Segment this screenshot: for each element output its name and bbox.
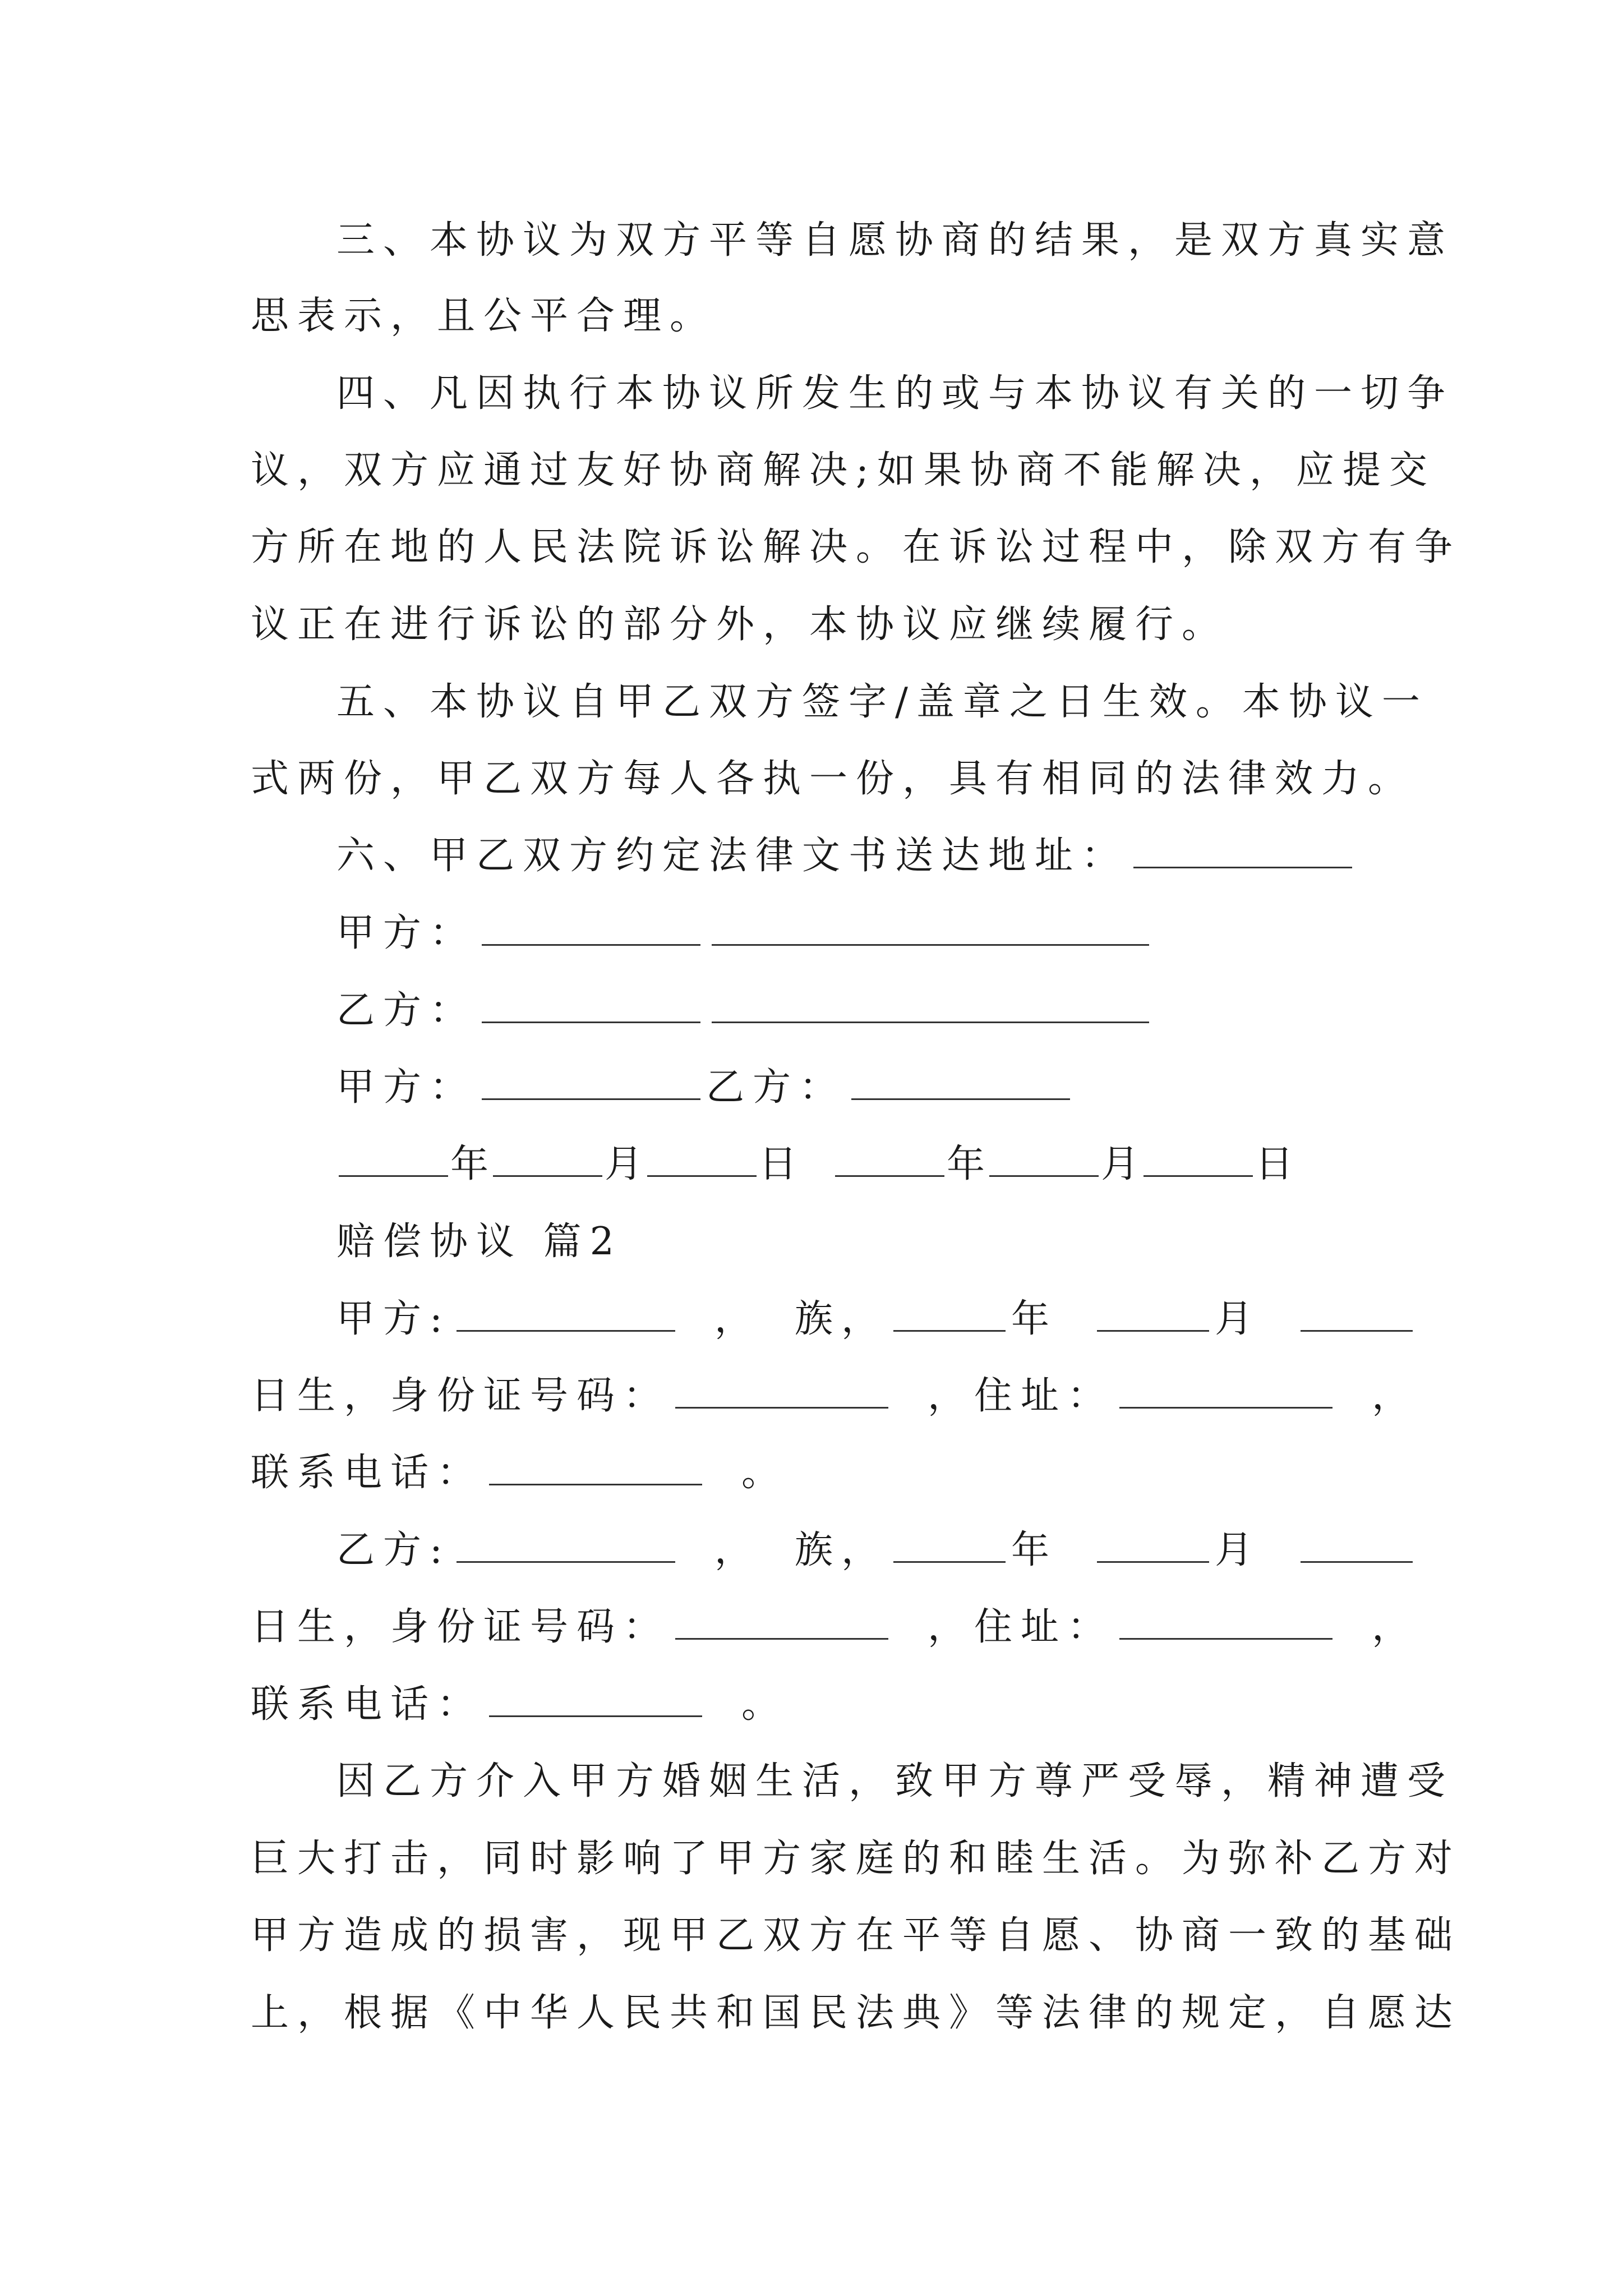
address-blank[interactable] — [1133, 838, 1352, 868]
party-a-phone-field[interactable] — [489, 1455, 702, 1485]
clause-4-line-3: 方所在地的人民法院诉讼解决。在诉讼过程中，除双方有争 — [251, 525, 1461, 569]
party-b-month-field[interactable] — [1097, 1532, 1209, 1563]
party-b-info-line-2 — [251, 1605, 1419, 1649]
clause-4-line-4: 议正在进行诉讼的部分外，本协议应继续履行。 — [251, 602, 1229, 647]
party-a-address-line — [336, 911, 1155, 955]
party-a-signature-blank[interactable] — [482, 1069, 700, 1100]
clause-6-line — [336, 834, 1358, 878]
clause-6-text: 六、甲乙双方约定法律文书送达地址： — [336, 834, 1128, 878]
party-b-info-line-1 — [336, 1528, 1418, 1572]
party-b-signature-blank[interactable] — [851, 1069, 1070, 1100]
party-a-info-line-2 — [251, 1374, 1419, 1418]
comma: ， — [1372, 1374, 1419, 1418]
party-b-name-field[interactable] — [457, 1532, 675, 1563]
party-b-label: 乙方： — [336, 988, 477, 1033]
phone-label: 联系电话： — [251, 1451, 484, 1495]
year-label: 年 — [1011, 1528, 1058, 1572]
comma: ， — [714, 1297, 761, 1341]
clause-3-line-2: 思表示，且公平合理。 — [251, 294, 717, 338]
month-label: 月 — [1214, 1297, 1261, 1341]
party-a-month-field[interactable] — [1097, 1301, 1209, 1332]
address-label: ，住址： — [928, 1374, 1114, 1418]
comma: ， — [1372, 1605, 1419, 1649]
clause-5-line-1: 五、本协议自甲乙双方签字/盖章之日生效。本协议一 — [336, 680, 1428, 724]
party-b-id-field[interactable] — [675, 1609, 888, 1640]
signature-line — [336, 1065, 1076, 1110]
comma: ， — [714, 1528, 761, 1572]
sign-party-b-label: 乙方： — [706, 1065, 846, 1110]
party-a-name-blank[interactable] — [482, 915, 700, 946]
party-a-info-label: 甲方: — [336, 1297, 451, 1341]
party-a-address-field[interactable] — [1119, 1378, 1332, 1409]
month-blank-a[interactable] — [493, 1146, 602, 1177]
clause-4-line-1: 四、凡因执行本协议所发生的或与本协议有关的一切争 — [336, 371, 1454, 416]
day-label-b: 日 — [1255, 1142, 1296, 1186]
section-heading: 赔偿协议 篇2 — [336, 1220, 623, 1264]
day-blank-b[interactable] — [1144, 1146, 1253, 1177]
party-a-day-field[interactable] — [1301, 1301, 1413, 1332]
day-label-a: 日 — [759, 1142, 800, 1186]
party-a-year-field[interactable] — [893, 1301, 1006, 1332]
body-paragraph-line-1: 因乙方介入甲方婚姻生活，致甲方尊严受辱，精神遭受 — [336, 1759, 1454, 1803]
party-a-name-field[interactable] — [457, 1301, 675, 1332]
id-label: 日生，身份证号码： — [251, 1605, 670, 1649]
ethnic-label: 族， — [794, 1297, 888, 1341]
party-b-phone-field[interactable] — [489, 1686, 702, 1717]
party-b-year-field[interactable] — [893, 1532, 1006, 1563]
clause-3-line-1: 三、本协议为双方平等自愿协商的结果，是双方真实意 — [336, 218, 1454, 263]
date-line — [336, 1142, 1296, 1186]
sign-party-a-label: 甲方： — [336, 1065, 477, 1110]
party-b-name-blank[interactable] — [482, 992, 700, 1023]
party-b-info-label: 乙方: — [336, 1528, 451, 1572]
party-a-info-line-3 — [251, 1451, 789, 1495]
id-label: 日生，身份证号码： — [251, 1374, 670, 1418]
month-label: 月 — [1214, 1528, 1261, 1572]
month-label-b: 月 — [1101, 1142, 1142, 1186]
month-blank-b[interactable] — [989, 1146, 1099, 1177]
clause-5-line-2: 式两份，甲乙双方每人各执一份，具有相同的法律效力。 — [251, 757, 1415, 801]
day-blank-a[interactable] — [647, 1146, 757, 1177]
clause-4-line-2: 议，双方应通过友好协商解决;如果协商不能解决，应提交 — [251, 448, 1436, 493]
party-b-address-line — [336, 988, 1155, 1033]
year-label-a: 年 — [450, 1142, 491, 1186]
month-label-a: 月 — [605, 1142, 645, 1186]
phone-label: 联系电话： — [251, 1682, 484, 1727]
body-paragraph-line-2: 巨大打击，同时影响了甲方家庭的和睦生活。为弥补乙方对 — [251, 1837, 1461, 1881]
party-b-day-field[interactable] — [1301, 1532, 1413, 1563]
ethnic-label: 族， — [794, 1528, 888, 1572]
period: 。 — [741, 1682, 789, 1727]
body-paragraph-line-3: 甲方造成的损害，现甲乙双方在平等自愿、协商一致的基础 — [251, 1913, 1461, 1958]
party-b-info-line-3 — [251, 1682, 789, 1727]
party-b-address-field[interactable] — [1119, 1609, 1332, 1640]
party-a-id-field[interactable] — [675, 1378, 888, 1409]
year-label-b: 年 — [947, 1142, 988, 1186]
period: 。 — [741, 1451, 789, 1495]
body-paragraph-line-4: 上，根据《中华人民共和国民法典》等法律的规定，自愿达 — [251, 1991, 1461, 2035]
year-label: 年 — [1011, 1297, 1058, 1341]
address-label: ，住址： — [928, 1605, 1114, 1649]
party-b-address-blank[interactable] — [712, 992, 1149, 1023]
party-a-label: 甲方： — [336, 911, 477, 955]
year-blank-a[interactable] — [339, 1146, 448, 1177]
year-blank-b[interactable] — [835, 1146, 944, 1177]
party-a-address-blank[interactable] — [712, 915, 1149, 946]
party-a-info-line-1 — [336, 1297, 1418, 1341]
